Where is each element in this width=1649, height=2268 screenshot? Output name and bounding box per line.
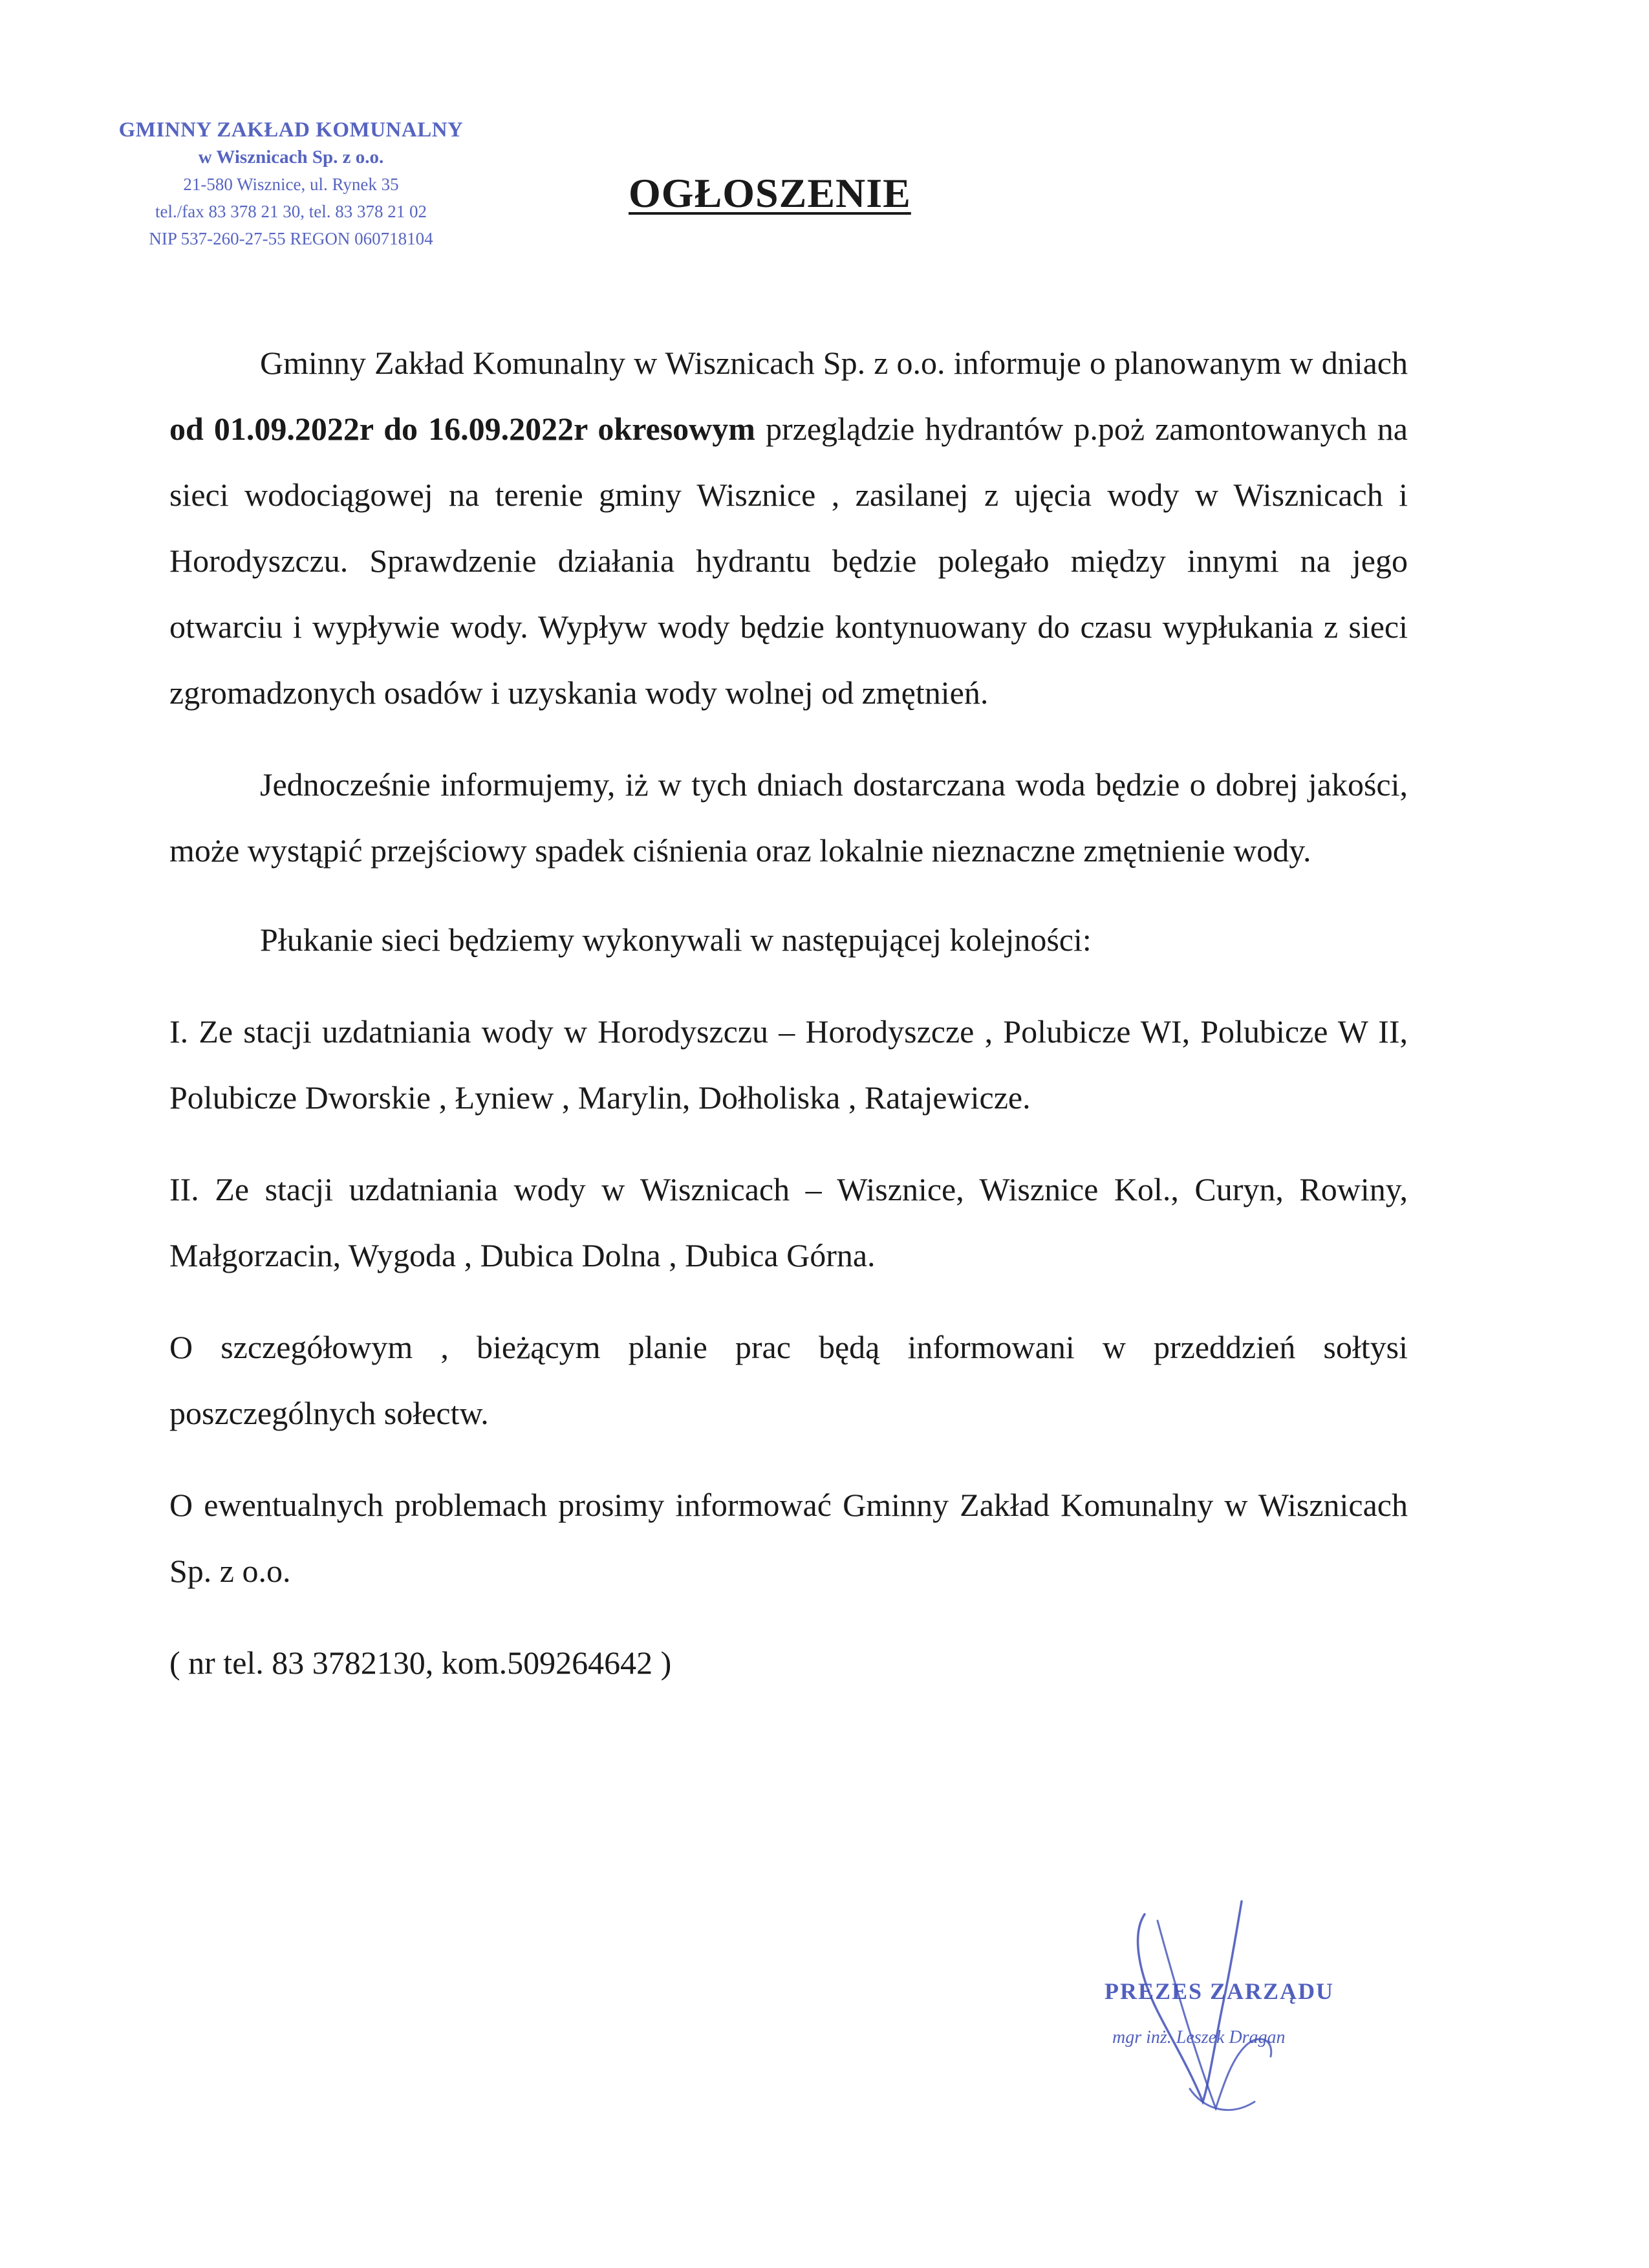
signature-person: mgr inż. Leszek Dragan: [1112, 2027, 1286, 2047]
signature-scribble-icon: [1119, 1895, 1287, 2128]
signature-role: PREZES ZARZĄDU: [1105, 1978, 1335, 2004]
intro-text-start: Gminny Zakład Komunalny w Wisznicach Sp. z o.o. informuje o planowanym w dniach: [260, 345, 1408, 381]
paragraph-problems-contact: O ewentualnych problemach prosimy informować Gminny Zakład Komunalny w Wisznicach Sp. z o.o.: [169, 1487, 1408, 1589]
paragraph-order-intro: Płukanie sieci będziemy wykonywali w następującej kolejności:: [260, 922, 1092, 958]
paragraph-station-horodyszcze: I. Ze stacji uzdatniania wody w Horodyszczu – Horodyszcze , Polubicze WI, Polubicze W II, Polubicze Dworskie , Łyniew , Marylin, Dołholiska , Ratajewicze.: [169, 1013, 1408, 1116]
intro-date-range: od 01.09.2022r do 16.09.2022r okresowym: [169, 411, 755, 447]
stamp-address: 21-580 Wisznice, ul. Rynek 35: [183, 175, 399, 194]
intro-text-end: przeglądzie hydrantów p.poż zamontowanych na sieci wodociągowej na terenie gminy Wisznice , zasilanej z ujęcia wody w Wisznicach i Horodyszczu. Sprawdzenie działania hydrantu będzie polegało między innymi na jego otwarciu i wypływie wody. Wypływ wody będzie kontynuowany do czasu wypłukania z sieci zgromadzonych osadów i uzyskania wody wolnej od zmętnień.: [169, 411, 1408, 711]
paragraph-station-wisznice: II. Ze stacji uzdatniania wody w Wisznicach – Wisznice, Wisznice Kol., Curyn, Rowiny, Małgorzacin, Wygoda , Dubica Dolna , Dubica Górna.: [169, 1171, 1408, 1273]
stamp-phone: tel./fax 83 378 21 30, tel. 83 378 21 02: [155, 202, 427, 221]
stamp-company-name: GMINNY ZAKŁAD KOMUNALNY: [118, 118, 464, 142]
company-stamp: [97, 116, 485, 252]
paragraph-intro: [169, 330, 1408, 726]
page-title: OGŁOSZENIE: [629, 170, 911, 216]
announcement-body: [169, 330, 1408, 1722]
paragraph-phone-numbers: ( nr tel. 83 3782130, kom.509264642 ): [169, 1645, 672, 1681]
signature-block: [1093, 1895, 1390, 2128]
stamp-company-sub: w Wisznicach Sp. z o.o.: [198, 147, 384, 167]
paragraph-detailed-plan: O szczegółowym , bieżącym planie prac będą informowani w przeddzień sołtysi poszczególnych sołectw.: [169, 1329, 1408, 1431]
paragraph-water-quality: Jednocześnie informujemy, iż w tych dniach dostarczana woda będzie o dobrej jakości, może wystąpić przejściowy spadek ciśnienia oraz lokalnie nieznaczne zmętnienie wody.: [169, 766, 1408, 869]
stamp-ids: NIP 537-260-27-55 REGON 060718104: [149, 229, 433, 248]
